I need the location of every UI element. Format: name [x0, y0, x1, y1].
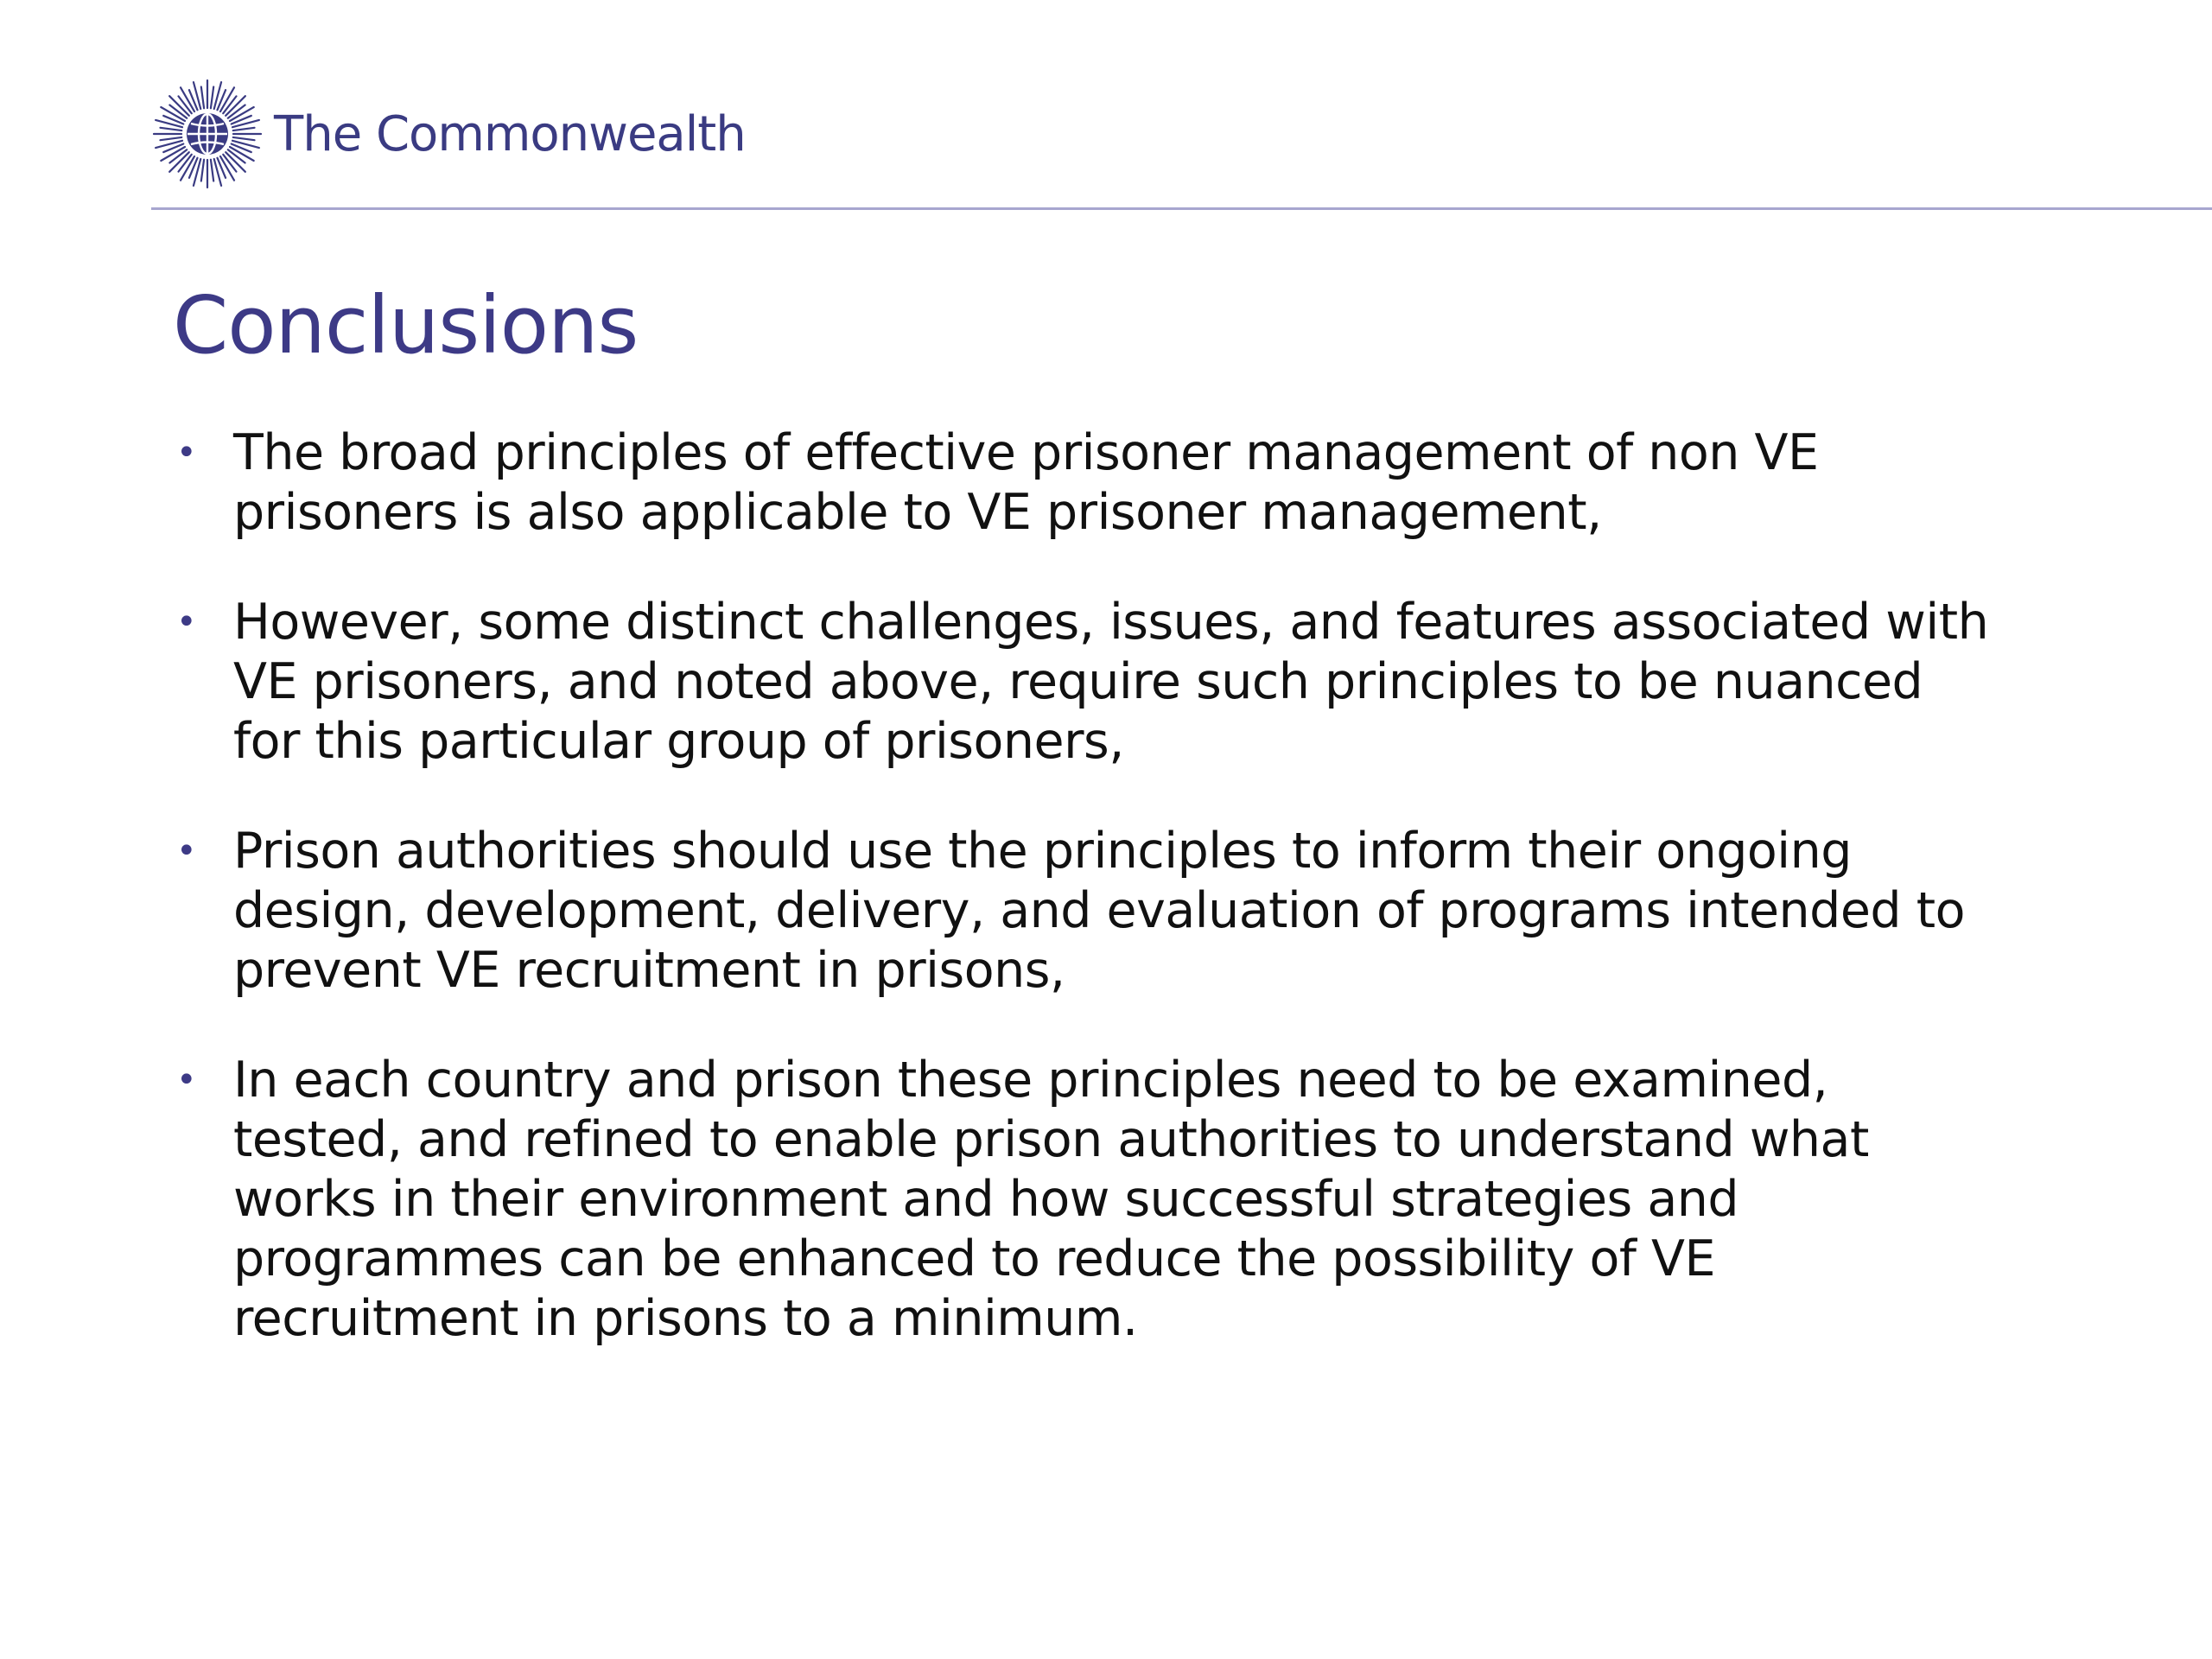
bullet-text: However, some distinct challenges, issues, and features associated with VE prisoners, and noted above, require such principles to be nuanced for this particular group of prisoners,: [233, 594, 1989, 770]
bullet-item: [173, 423, 2117, 543]
commonwealth-globe-icon: [151, 78, 264, 190]
bullet-marker: •: [176, 602, 197, 642]
bullet-marker: •: [176, 1060, 197, 1100]
bullet-text: The broad principles of effective prisoner management of non VE prisoners is also applicable to VE prisoner management,: [233, 424, 1819, 541]
brand-name: The Commonwealth: [274, 105, 746, 162]
bullet-text: Prison authorities should use the principles to inform their ongoing design, development, delivery, and evaluation of programs intended to prevent VE recruitment in prisons,: [233, 823, 1965, 999]
header: [151, 69, 746, 199]
bullet-marker: •: [176, 433, 197, 473]
header-divider: [151, 207, 2212, 210]
slide-title: Conclusions: [173, 279, 639, 372]
bullet-item: [173, 1051, 2117, 1349]
bullet-item: [173, 593, 2117, 772]
bullet-list: [173, 423, 2117, 1399]
bullet-marker: •: [176, 831, 197, 871]
bullet-item: [173, 822, 2117, 1001]
bullet-text: In each country and prison these principles need to be examined, tested, and refined to enable prison authorities to understand what works in their environment and how successful strategies and programmes can be enhanced to reduce the possibility of VE recruitment in prisons to a minimum.: [233, 1052, 1869, 1347]
